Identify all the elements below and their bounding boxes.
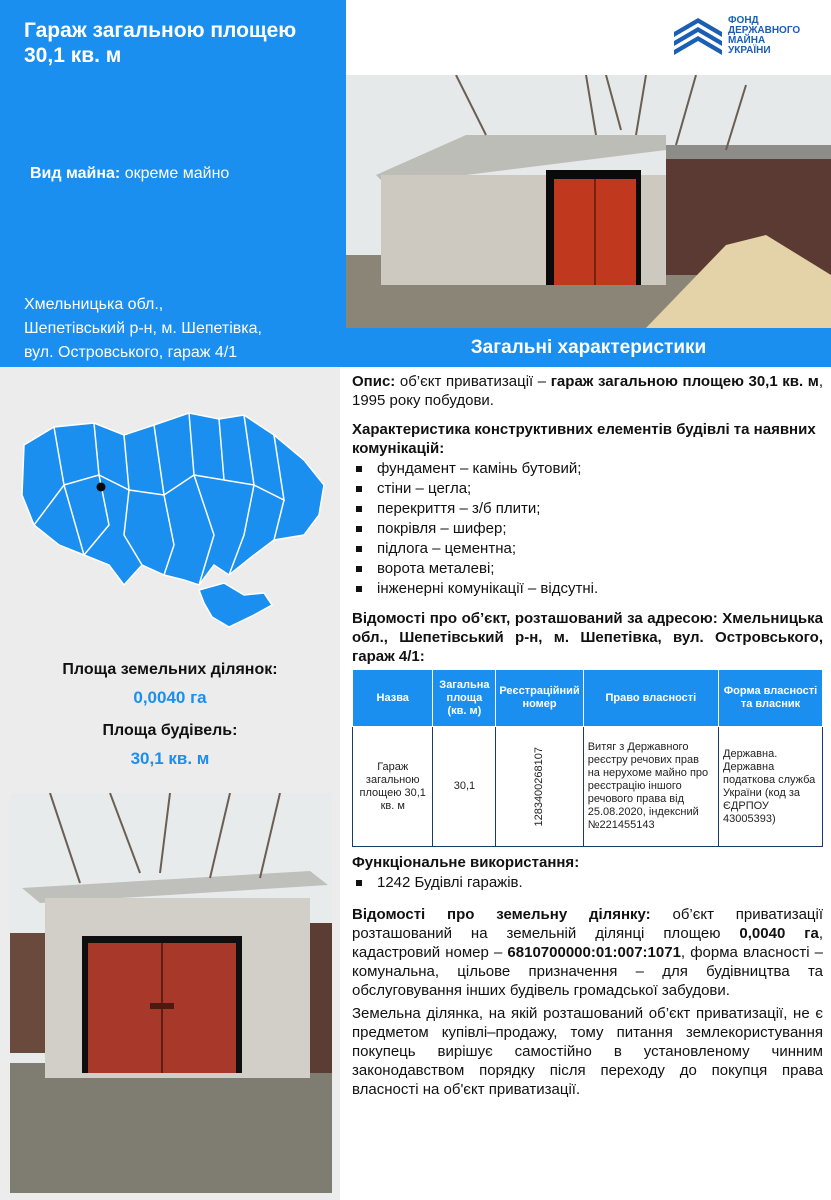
list-item: ворота металеві; xyxy=(352,559,823,579)
column-header: Реєстраційний номер xyxy=(496,670,583,727)
address xyxy=(24,293,334,365)
cadastral-number: 6810700000:01:007:1071 xyxy=(507,944,681,961)
building-area-value: 30,1 кв. м xyxy=(130,749,210,768)
list-item: інженерні комунікації – відсутні. xyxy=(352,579,823,599)
column-header: Назва xyxy=(353,670,433,727)
page-title xyxy=(24,18,344,68)
property-kind-label: Вид майна: xyxy=(30,165,121,182)
description-label: Опис: xyxy=(352,373,396,390)
land-info xyxy=(352,905,823,1000)
table-row xyxy=(353,727,823,847)
list-item: перекриття – з/б плити; xyxy=(352,499,823,519)
land-area-label: Площа земельних ділянок: xyxy=(62,661,278,678)
address-line-2: Шепетівський р-н, м. Шепетівка, xyxy=(24,320,262,337)
location-marker xyxy=(97,483,106,492)
table-cell-name: Гараж загальною площею 30,1 кв. м xyxy=(353,727,433,847)
column-header: Загальна площа (кв. м) xyxy=(433,670,496,727)
column-header: Форма власності та власник xyxy=(719,670,823,727)
property-kind-value: окреме майно xyxy=(120,165,230,182)
garage-photo-bottom xyxy=(10,793,332,1193)
description-year: , 1995 року побудови. xyxy=(352,373,823,409)
functional-use-heading: Функціональне використання: xyxy=(352,854,580,871)
land-text-2: , кадастровий номер – xyxy=(352,925,823,961)
reg-number: 1283400268107 xyxy=(533,746,546,827)
object-table xyxy=(352,669,823,847)
title-line-1: Гараж загальною площею xyxy=(24,19,297,42)
land-note: Земельна ділянка, на якій розташований об’єкт приватизації, не є предметом купівлі–продажу, тому питання землекористування покупець вирішує самостійно в установленому чинним законодавством порядку після переходу до покупця права власності на об'єкт приватизації. xyxy=(352,1005,823,1098)
land-text-1: об’єкт приватизації розташований на земельній ділянці площею xyxy=(352,906,824,942)
land-label: Відомості про земельну ділянку: xyxy=(352,906,651,923)
description-highlight: гараж загальною площею 30,1 кв. м xyxy=(550,373,819,390)
object-info-heading: Відомості про об’єкт, розташований за адресою: Хмельницька обл., Шепетівський р-н, м. Шепетівка, вул. Островського, гараж 4/1: xyxy=(352,610,823,665)
logo-line-3: МАЙНА xyxy=(728,35,766,46)
table-cell-area: 30,1 xyxy=(433,727,496,847)
section-title: Загальні характеристики xyxy=(346,328,831,367)
ukraine-map-icon xyxy=(14,405,332,633)
table-header-row xyxy=(353,670,823,727)
address-line-1: Хмельницька обл., xyxy=(24,296,164,313)
functional-use-list xyxy=(352,873,823,893)
land-area: 0,0040 га xyxy=(739,925,819,942)
column-header: Право власності xyxy=(583,670,718,727)
land-text-3: , форма власності – комунальна, цільове призначення – для будівництва та обслуговування інших будівель громадської забудови. xyxy=(352,944,823,999)
list-item: підлога – цементна; xyxy=(352,539,823,559)
garage-photo-top xyxy=(346,75,831,328)
table-cell-reg xyxy=(496,727,583,847)
building-area-label: Площа будівель: xyxy=(102,722,238,739)
logo-line-1: ФОНД xyxy=(728,15,759,26)
table-cell-owner: Державна. Державна податкова служба України (код за ЄДРПОУ 43005393) xyxy=(719,727,823,847)
characteristics-list xyxy=(352,459,823,599)
list-item: стіни – цегла; xyxy=(352,479,823,499)
main-content xyxy=(352,372,823,1099)
property-kind xyxy=(30,165,229,183)
list-item: 1242 Будівлі гаражів. xyxy=(352,873,823,893)
logo-line-4: УКРАЇНИ xyxy=(728,45,771,56)
description xyxy=(352,372,823,410)
title-line-2: 30,1 кв. м xyxy=(24,44,122,67)
address-line-3: вул. Островського, гараж 4/1 xyxy=(24,344,238,361)
characteristics-heading: Характеристика конструктивних елементів будівлі та наявних комунікацій: xyxy=(352,421,816,457)
logo-line-2: ДЕРЖАВНОГО xyxy=(728,25,801,36)
table-cell-ownership: Витяг з Державного реєстру речових прав на нерухоме майно про реєстрацію іншого речового права від 25.08.2020, індексний №221455143 xyxy=(583,727,718,847)
land-area-value: 0,0040 га xyxy=(133,688,207,707)
list-item: покрівля – шифер; xyxy=(352,519,823,539)
logo-text xyxy=(728,16,828,56)
description-text: об’єкт приватизації – xyxy=(395,373,551,390)
list-item: фундамент – камінь бутовий; xyxy=(352,459,823,479)
